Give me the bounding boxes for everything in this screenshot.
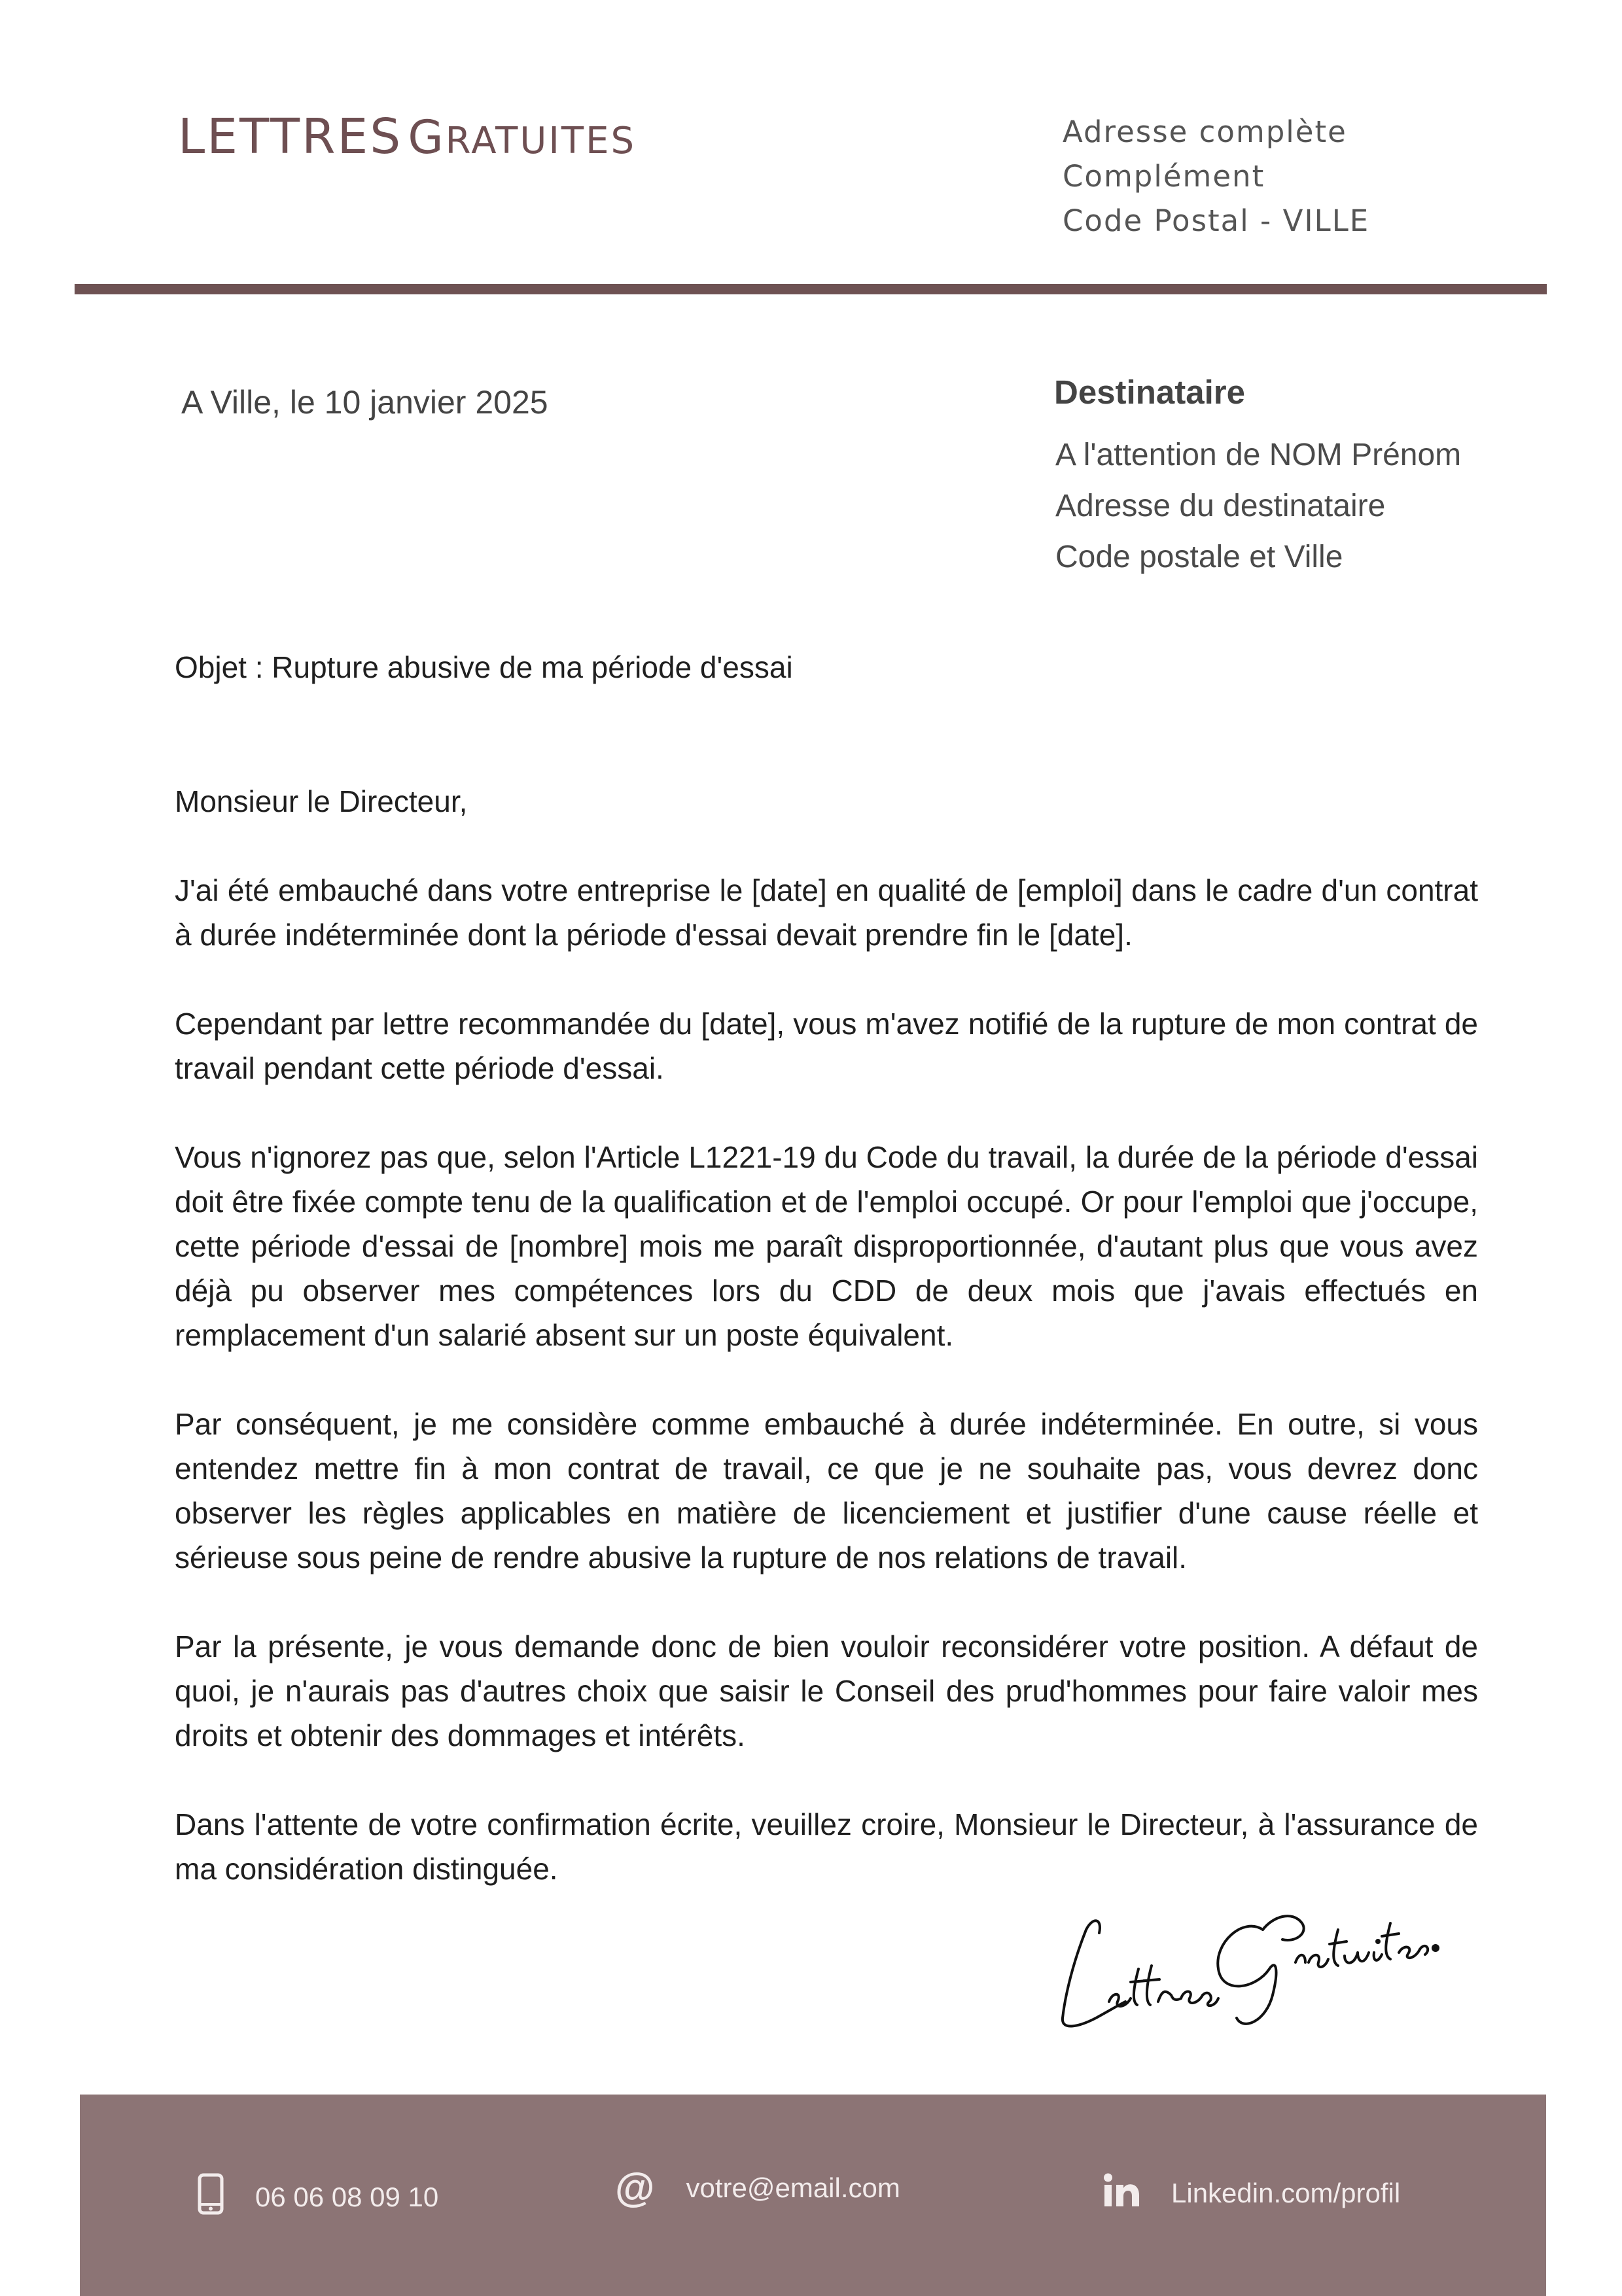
at-sign-icon: @: [615, 2165, 655, 2210]
brand-word-ratuites: RATUITES: [445, 120, 637, 162]
sender-city-line: Code Postal - VILLE: [1063, 203, 1370, 238]
body-paragraph: Par conséquent, je me considère comme embauché à durée indéterminée. En outre, si vous entendez mettre fin à mon contrat de travail, ce que je ne souhaite pas, vous devrez donc observer les règles applicables en matière de licenciement et justifier d'une cause réelle et sérieuse sous peine de rendre abusive la rupture de nos relations de travail.: [175, 1407, 1478, 1574]
footer-email-address[interactable]: votre@email.com: [686, 2172, 900, 2203]
brand-initial-g: G: [408, 111, 446, 164]
footer-phone-number[interactable]: 06 06 08 09 10: [255, 2182, 439, 2212]
handwritten-signature: [1047, 1871, 1439, 2041]
sender-complement-line: Complément: [1063, 159, 1265, 194]
body-paragraph: Vous n'ignorez pas que, selon l'Article L1221-19 du Code du travail, la durée de la période d'essai doit être fixée compte tenu de la qualification et de l'emploi occupé. Or pour l'emploi que j'occupe, cette période d'essai de [nombre] mois me paraît disproportionnée, d'autant plus que vous avez déjà pu observer mes compétences lors du CDD de deux mois que j'avais effectués en remplacement d'un salarié absent sur un poste équivalent.: [175, 1140, 1478, 1352]
recipient-address: [1055, 430, 1461, 583]
body-paragraph: J'ai été embauché dans votre entreprise le [date] en qualité de [emploi] dans le cadre d'un contrat à durée indéterminée dont la période d'essai devait prendre fin le [date].: [175, 873, 1478, 952]
body-paragraph: Par la présente, je vous demande donc de bien vouloir reconsidérer votre position. A défaut de quoi, je n'aurais pas d'autres choix que saisir le Conseil des prud'hommes pour faire valoir mes droits et obtenir des dommages et intérêts.: [175, 1629, 1478, 1752]
phone-icon: [198, 2173, 224, 2221]
letter-body: [175, 868, 1478, 1936]
brand-logo: [178, 109, 636, 165]
recipient-city-line: Code postale et Ville: [1055, 540, 1343, 574]
footer-email: [615, 2165, 900, 2210]
linkedin-icon: [1103, 2173, 1140, 2214]
letter-object: Objet : Rupture abusive de ma période d'essai: [175, 650, 793, 684]
brand-word-lettres: LETTRES: [178, 109, 403, 165]
recipient-attention-line: A l'attention de NOM Prénom: [1055, 438, 1462, 472]
footer-linkedin: [1103, 2173, 1400, 2214]
header-divider: [75, 284, 1547, 294]
body-paragraph: Dans l'attente de votre confirmation écrite, veuillez croire, Monsieur le Directeur, à l'assurance de ma considération distinguée.: [175, 1807, 1478, 1886]
sender-address-line: Adresse complète: [1063, 114, 1347, 149]
footer-linkedin-url[interactable]: Linkedin.com/profil: [1171, 2178, 1401, 2208]
footer-phone: [198, 2173, 438, 2221]
footer-contact-bar: [80, 2095, 1546, 2296]
sender-address: [1063, 110, 1369, 243]
letter-salutation: Monsieur le Directeur,: [175, 784, 468, 818]
recipient-address-line: Adresse du destinataire: [1055, 489, 1386, 523]
recipient-title: Destinataire: [1054, 374, 1245, 411]
body-paragraph: Cependant par lettre recommandée du [date], vous m'avez notifié de la rupture de mon contrat de travail pendant cette période d'essai.: [175, 1007, 1478, 1085]
letter-date: A Ville, le 10 janvier 2025: [181, 384, 548, 421]
